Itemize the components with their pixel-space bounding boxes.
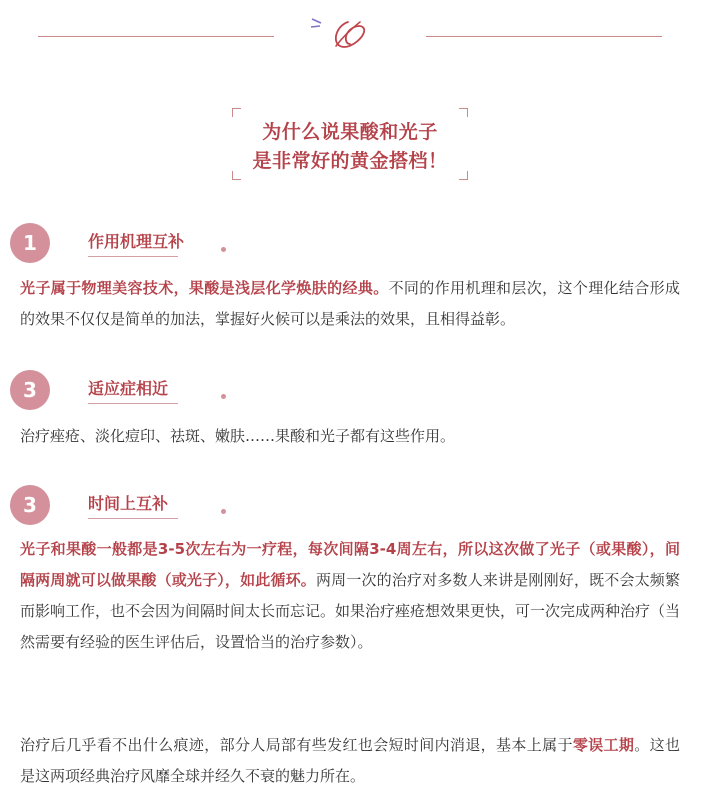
header-divider-left: [38, 36, 274, 37]
body-text: 。这也是这两项经典治疗风靡全球并经久不衰的魅力所在。: [20, 736, 680, 785]
title-corner-top-left: [232, 108, 241, 117]
body-text: 不同的作用机理和层次，这个理化结合形成的效果不仅仅是简单的加法，掌握好火候可以是乘法的效果，且相得益彰。: [20, 279, 680, 328]
section-number-badge: 3: [10, 370, 50, 410]
section-dot: [221, 394, 226, 399]
article-title: [232, 108, 468, 180]
section-number-badge: 1: [10, 223, 50, 263]
body-text: 治疗后几乎看不出什么痕迹，部分人局部有些发红也会短时间内消退，基本上属于: [20, 736, 573, 754]
section-dot: [221, 509, 226, 514]
section-number-badge: 3: [10, 485, 50, 525]
highlight-text: 光子属于物理美容技术，果酸是浅层化学焕肤的经典。: [20, 279, 389, 297]
section-2-header: [10, 370, 230, 414]
highlight-text: 光子和果酸一般都是3-5次左右为一疗程，每次间隔3-4周左右，所以这次做了光子（或果酸），间隔两周就可以做果酸（或光子），如此循环。: [20, 540, 680, 589]
highlight-text: 零误工期: [572, 736, 635, 754]
section-1-paragraph: [20, 273, 680, 335]
closing-paragraph: [20, 730, 680, 792]
title-line-1: 为什么说果酸和光子: [262, 121, 438, 143]
section-title: 适应症相近: [88, 379, 169, 398]
section-title: 时间上互补: [88, 494, 169, 513]
title-line-2: 是非常好的黄金搭档！: [252, 150, 448, 172]
section-3-paragraph: [20, 534, 680, 658]
section-dot: [221, 247, 226, 252]
section-title-underline: [88, 518, 178, 519]
section-2-paragraph: 治疗痤疮、淡化痘印、祛斑、嫩肤……果酸和光子都有这些作用。: [20, 427, 456, 445]
section-title-underline: [88, 403, 178, 404]
header-divider-right: [426, 36, 662, 37]
section-1-header: [10, 223, 230, 267]
body-text: 两周一次的治疗对多数人来讲是刚刚好，既不会太频繁而影响工作，也不会因为间隔时间太长而忘记。如果治疗痤疮想效果更快，可一次完成两种治疗（当然需要有经验的医生评估后，设置恰当的治疗参数）。: [20, 571, 681, 651]
section-title: 作用机理互补: [88, 232, 185, 251]
section-3-header: [10, 485, 230, 529]
section-title-underline: [88, 256, 178, 257]
title-corner-top-right: [459, 108, 468, 117]
decorative-swirl-icon: [306, 14, 372, 54]
